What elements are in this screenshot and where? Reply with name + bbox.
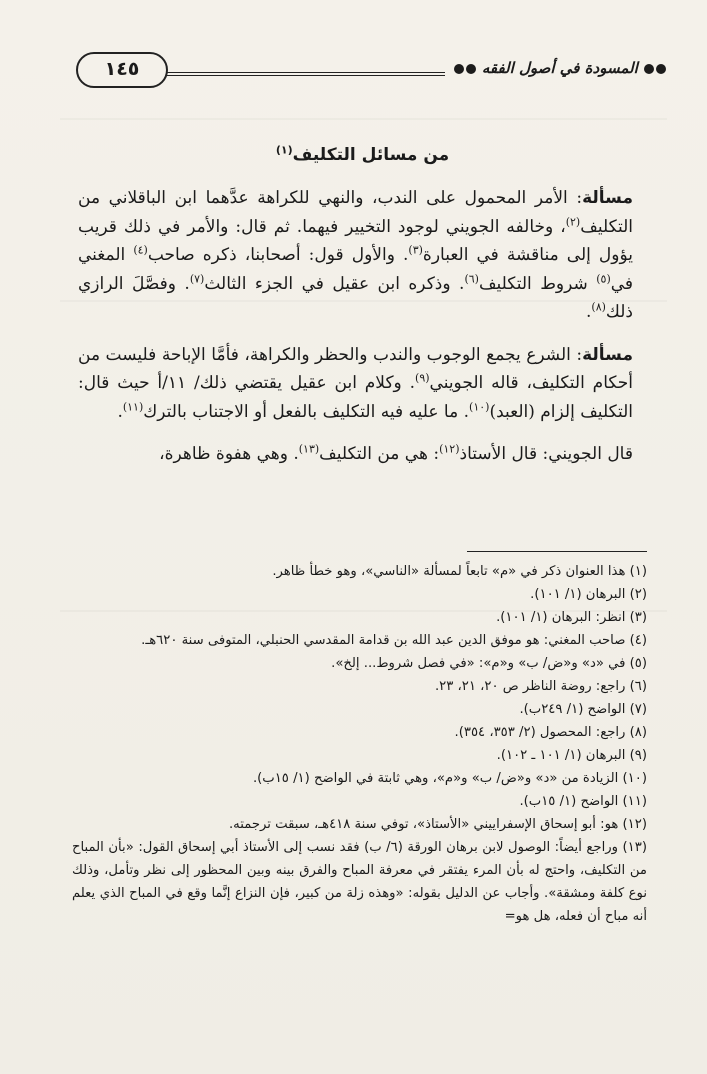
paragraph-2: مسألة: الشرع يجمع الوجوب والندب والحظر والكراهة، فأمَّا الإباحة فليست من أحكام التكليف، قاله الجويني$^{(٩)}$. وكلام ابن عقيل يقتضي ذلك/ ١١/أ حيث قال: التكليف إلزام (العبد)$^{(١٠)}$. ما عليه فيه التكليف بالفعل أو الاجتناب بالترك$^{(١١)}$. <box>78 344 633 422</box>
footnote-ref: (١٣) <box>298 442 320 456</box>
footnote-ref: (٤) <box>133 243 148 257</box>
running-header <box>76 50 667 90</box>
footnote-ref: (٢) <box>565 214 581 228</box>
footnote-ref: (١١) <box>122 399 144 413</box>
paragraph-1: مسألة: الأمر المحمول على الندب، والنهي للكراهة عدَّهما ابن الباقلاني من التكليف$^{(٢)}$، وخالفه الجويني لوجود التخيير فيهما. ثم قال: والأمر في ذلك قريب يؤول إلى مناقشة في العبارة$^{(٣)}$. والأول قول: أصحابنا، ذكره صاحب$^{(٤)}$ المغني في$^{(٥)}$ شروط التكليف$^{(٦)}$. وذكره ابن عقيل في الجزء الثالث$^{(٧)}$. وفصَّلَ الرازي ذلك$^{(٨)}$. <box>78 188 634 322</box>
ornament-dot-icon <box>656 64 666 74</box>
footnote: (٧) الواضح (١/ ٢٤٩ب). <box>519 702 647 717</box>
section-title-text: من مسائل التكليف <box>292 145 450 165</box>
footnote: (١٠) الزيادة من «د» و«ض/ ب» و«م»، وهي ثابتة في الواضح (١/ ١٥ب). <box>252 771 647 786</box>
footnote-ref: (٧) <box>189 271 205 285</box>
footnote-ref: (١) <box>275 143 293 157</box>
section-title <box>78 140 647 170</box>
footnote: (٤) صاحب المغني: هو موفق الدين عبد الله بن قدامة المقدسي الحنبلي، المتوفى سنة ٦٢٠هـ. <box>141 633 647 648</box>
footnote: (١٢) هو: أبو إسحاق الإسفراييني «الأستاذ»، توفي سنة ٤١٨هـ، سبقت ترجمته. <box>228 817 647 832</box>
footnote: (٩) البرهان (١/ ١٠١ ـ ١٠٢). <box>496 748 647 763</box>
footnote-ref: (١٢) <box>439 442 460 456</box>
paragraph-3: قال الجويني: قال الأستاذ$^{(١٢)}$: هي من التكليف$^{(١٣)}$. وهي هفوة ظاهرة، <box>159 442 633 464</box>
footnote-ref: (٣) <box>408 243 423 257</box>
footnote: (٨) راجع: المحصول (٢/ ٣٥٣، ٣٥٤). <box>454 725 647 740</box>
footnote-separator <box>467 551 647 552</box>
footnote: (١) هذا العنوان ذكر في «م» تابعاً لمسألة «الناسي»، وهو خطأ ظاهر. <box>272 564 647 579</box>
ornament-dot-icon <box>466 64 476 74</box>
issue-label: مسألة <box>582 344 633 365</box>
footnotes <box>72 560 647 928</box>
page-number: ١٤٥ <box>76 52 168 88</box>
ornament-dot-icon <box>644 64 654 74</box>
footnote-ref: (٥) <box>596 271 611 285</box>
issue-label: مسألة <box>582 188 633 208</box>
bleed-through-line <box>60 118 667 120</box>
footnote-ref: (١٠) <box>469 399 490 413</box>
footnote-ref: (٨) <box>591 300 606 314</box>
footnote-ref: (٩) <box>415 371 430 385</box>
book-title: المسودة في أصول الفقه <box>481 59 638 77</box>
footnote: (٥) في «د» و«ض/ ب» و«م»: «في فصل شروط... إلخ». <box>331 656 647 671</box>
ornament-dot-icon <box>454 64 464 74</box>
footnote: (٦) راجع: روضة الناظر ص ٢٠، ٢١، ٢٣. <box>434 679 647 694</box>
footnote: (١٣) وراجع أيضاً: الوصول لابن برهان الورقة (٦/ ب) فقد نسب إلى الأستاذ أبي إسحاق القول: «بأن المباح من التكليف، واحتج له بأن المرء يفتقر في معرفة المباح والفرق بينه وبين المحظور إلى نظر وتأمل، وذلك نوع كلفة ومشقة». وأجاب عن الدليل بقوله: «وهذه زلة من كبير، فإن النزاع إنَّما وقع في المباح الذي يعلم أنه مباح أن فعله، هل هو= <box>72 840 647 924</box>
footnote: (١١) الواضح (١/ ١٥ب). <box>519 794 647 809</box>
footnote-ref: (٦) <box>464 271 479 285</box>
main-text <box>78 140 647 483</box>
book-title-block <box>445 56 667 80</box>
footnote: (٣) انظر: البرهان (١/ ١٠١). <box>496 610 647 625</box>
footnote: (٢) البرهان (١/ ١٠١). <box>530 587 647 602</box>
